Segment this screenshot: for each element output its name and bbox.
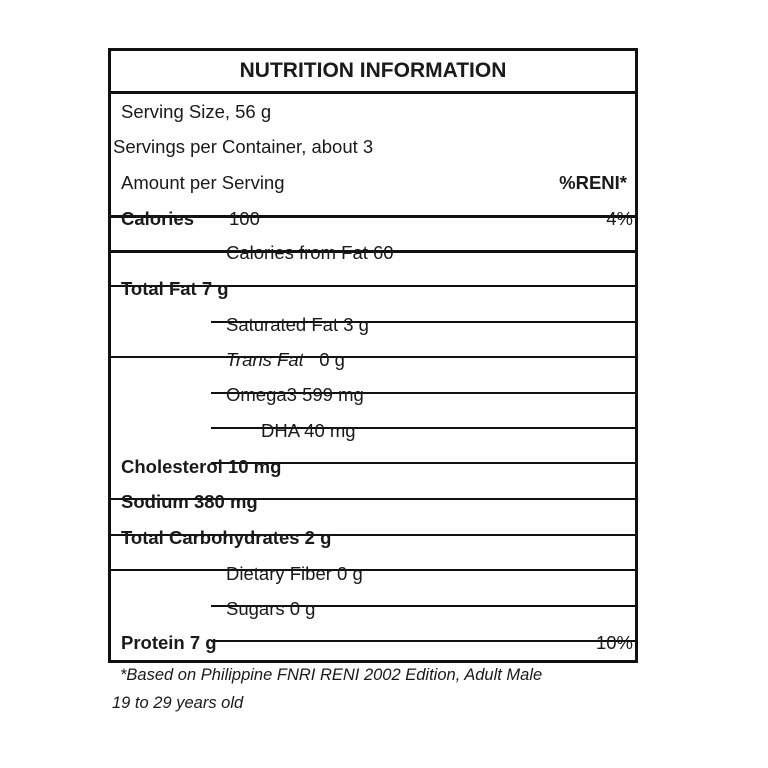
footnote-line-1: *Based on Philippine FNRI RENI 2002 Edition, Adult Male — [120, 666, 543, 684]
divider — [211, 640, 635, 642]
serving-size: Serving Size, 56 g — [121, 101, 272, 122]
label-title: NUTRITION INFORMATION — [239, 59, 507, 82]
cholesterol: Cholesterol 10 mg — [121, 456, 282, 477]
total-fat: Total Fat 7 g — [121, 278, 229, 299]
total-carbohydrates: Total Carbohydrates 2 g — [121, 527, 332, 548]
dietary-fiber: Dietary Fiber 0 g — [226, 563, 363, 584]
trans-fat-value: 0 g — [319, 349, 345, 370]
sodium: Sodium 380 mg — [121, 491, 258, 512]
servings-per-container: Servings per Container, about 3 — [113, 136, 374, 157]
omega3: Omega3 599 mg — [226, 384, 364, 405]
saturated-fat: Saturated Fat 3 g — [226, 314, 369, 335]
nutrition-label — [108, 48, 638, 663]
calories-from-fat: Calories from Fat 60 — [226, 242, 394, 263]
divider — [111, 91, 635, 94]
calories-value: 100 — [229, 208, 260, 229]
protein: Protein 7 g — [121, 632, 217, 653]
calories-reni: 4% — [606, 208, 633, 229]
protein-reni: 10% — [595, 632, 633, 653]
sugars: Sugars 0 g — [226, 598, 316, 619]
footnote-line-2: 19 to 29 years old — [112, 694, 244, 712]
dha: DHA 40 mg — [261, 420, 356, 441]
divider — [111, 569, 635, 571]
trans-fat-label: Trans Fat — [226, 349, 304, 370]
calories-label: Calories — [121, 208, 195, 229]
divider — [111, 356, 635, 358]
reni-header: %RENI* — [559, 172, 627, 193]
amount-per-serving: Amount per Serving — [121, 172, 285, 193]
trans-fat — [226, 349, 345, 371]
